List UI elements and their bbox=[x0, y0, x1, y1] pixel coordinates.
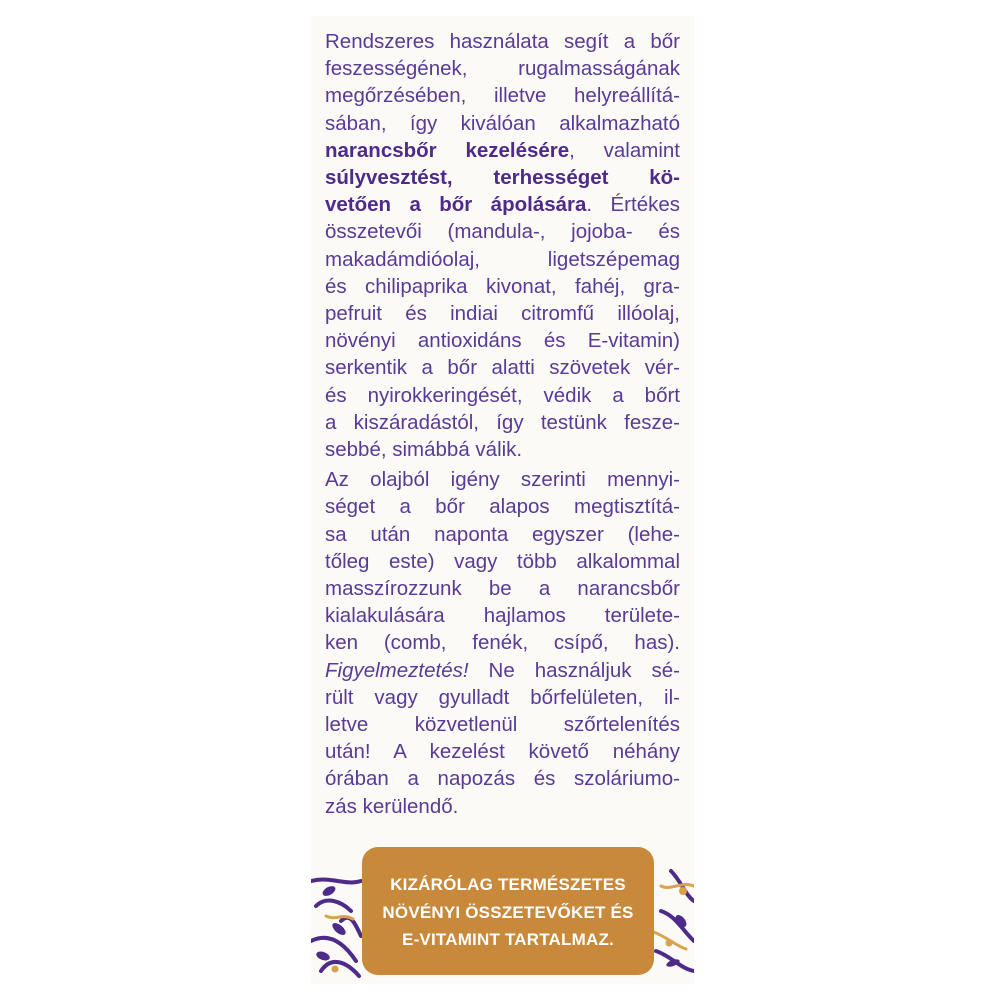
usage-line: ken (comb, fenék, csípő, has). bbox=[325, 631, 680, 655]
highlight-skin-care: vetően a bőr ápolására bbox=[325, 193, 587, 217]
description-line: a kiszáradástól, így testünk fesze- bbox=[325, 410, 680, 434]
highlight-weight-loss: súlyvesztést, terhességet kö- bbox=[325, 166, 680, 190]
description-line bbox=[325, 191, 680, 218]
badge-text bbox=[362, 871, 654, 954]
usage-line: sa után naponta egyszer (lehe- bbox=[325, 522, 680, 546]
description-line: összetevői (mandula-, jojoba- és bbox=[325, 220, 680, 244]
description-line: sebbé, simábbá válik. bbox=[325, 438, 523, 462]
natural-ingredients-badge bbox=[362, 847, 654, 975]
description-line: és chilipaprika kivonat, fahéj, gra- bbox=[325, 274, 680, 298]
description-line: és nyirokkeringését, védik a bőrt bbox=[325, 383, 680, 407]
description-line: pefruit és indiai citromfű illóolaj, bbox=[325, 302, 680, 326]
warning-line bbox=[325, 657, 680, 684]
badge-line: KIZÁRÓLAG TERMÉSZETES bbox=[390, 875, 626, 894]
warning-line: rült vagy gyulladt bőrfelületen, il- bbox=[325, 685, 680, 709]
description-line bbox=[325, 137, 680, 164]
badge-line: NÖVÉNYI ÖSSZETEVŐKET ÉS bbox=[382, 902, 634, 922]
description-line: sában, így kiválóan alkalmazható bbox=[325, 111, 680, 135]
usage-line: masszírozzunk be a narancsbőr bbox=[325, 577, 680, 601]
badge-line: E-VITAMINT TARTALMAZ. bbox=[402, 930, 614, 949]
usage-line: kialakulására hajlamos területe- bbox=[325, 604, 680, 628]
warning-line: órában a napozás és szoláriumo- bbox=[325, 767, 680, 791]
usage-line: séget a bőr alapos megtisztítá- bbox=[325, 495, 680, 519]
usage-line: tőleg este) vagy több alkalommal bbox=[325, 549, 680, 573]
product-label-panel bbox=[311, 16, 694, 984]
warning-label: Figyelmeztetés! bbox=[325, 658, 469, 682]
description-fragment: , valamint bbox=[569, 138, 680, 162]
description-fragment: . Értékes bbox=[586, 193, 680, 217]
description-line: makadámdióolaj, ligetszépemag bbox=[325, 247, 680, 271]
warning-fragment: Ne használjuk sé- bbox=[468, 658, 680, 682]
warning-line: zás kerülendő. bbox=[325, 794, 459, 818]
warning-line: letve közvetlenül szőrtelenítés bbox=[325, 713, 680, 737]
description-line: növényi antioxidáns és E-vitamin) bbox=[325, 329, 680, 353]
description-line: serkentik a bőr alatti szövetek vér- bbox=[325, 356, 680, 380]
usage-line: Az olajból igény szerinti mennyi- bbox=[325, 468, 680, 492]
description-line: Rendszeres használata segít a bőr bbox=[325, 30, 680, 53]
warning-line: után! A kezelést követő néhány bbox=[325, 740, 680, 764]
product-description bbox=[325, 28, 680, 820]
description-line: feszességének, rugalmasságának bbox=[325, 57, 680, 81]
highlight-cellulite: narancsbőr kezelésére bbox=[325, 138, 570, 162]
description-line: megőrzésében, illetve helyreállítá- bbox=[325, 84, 680, 108]
